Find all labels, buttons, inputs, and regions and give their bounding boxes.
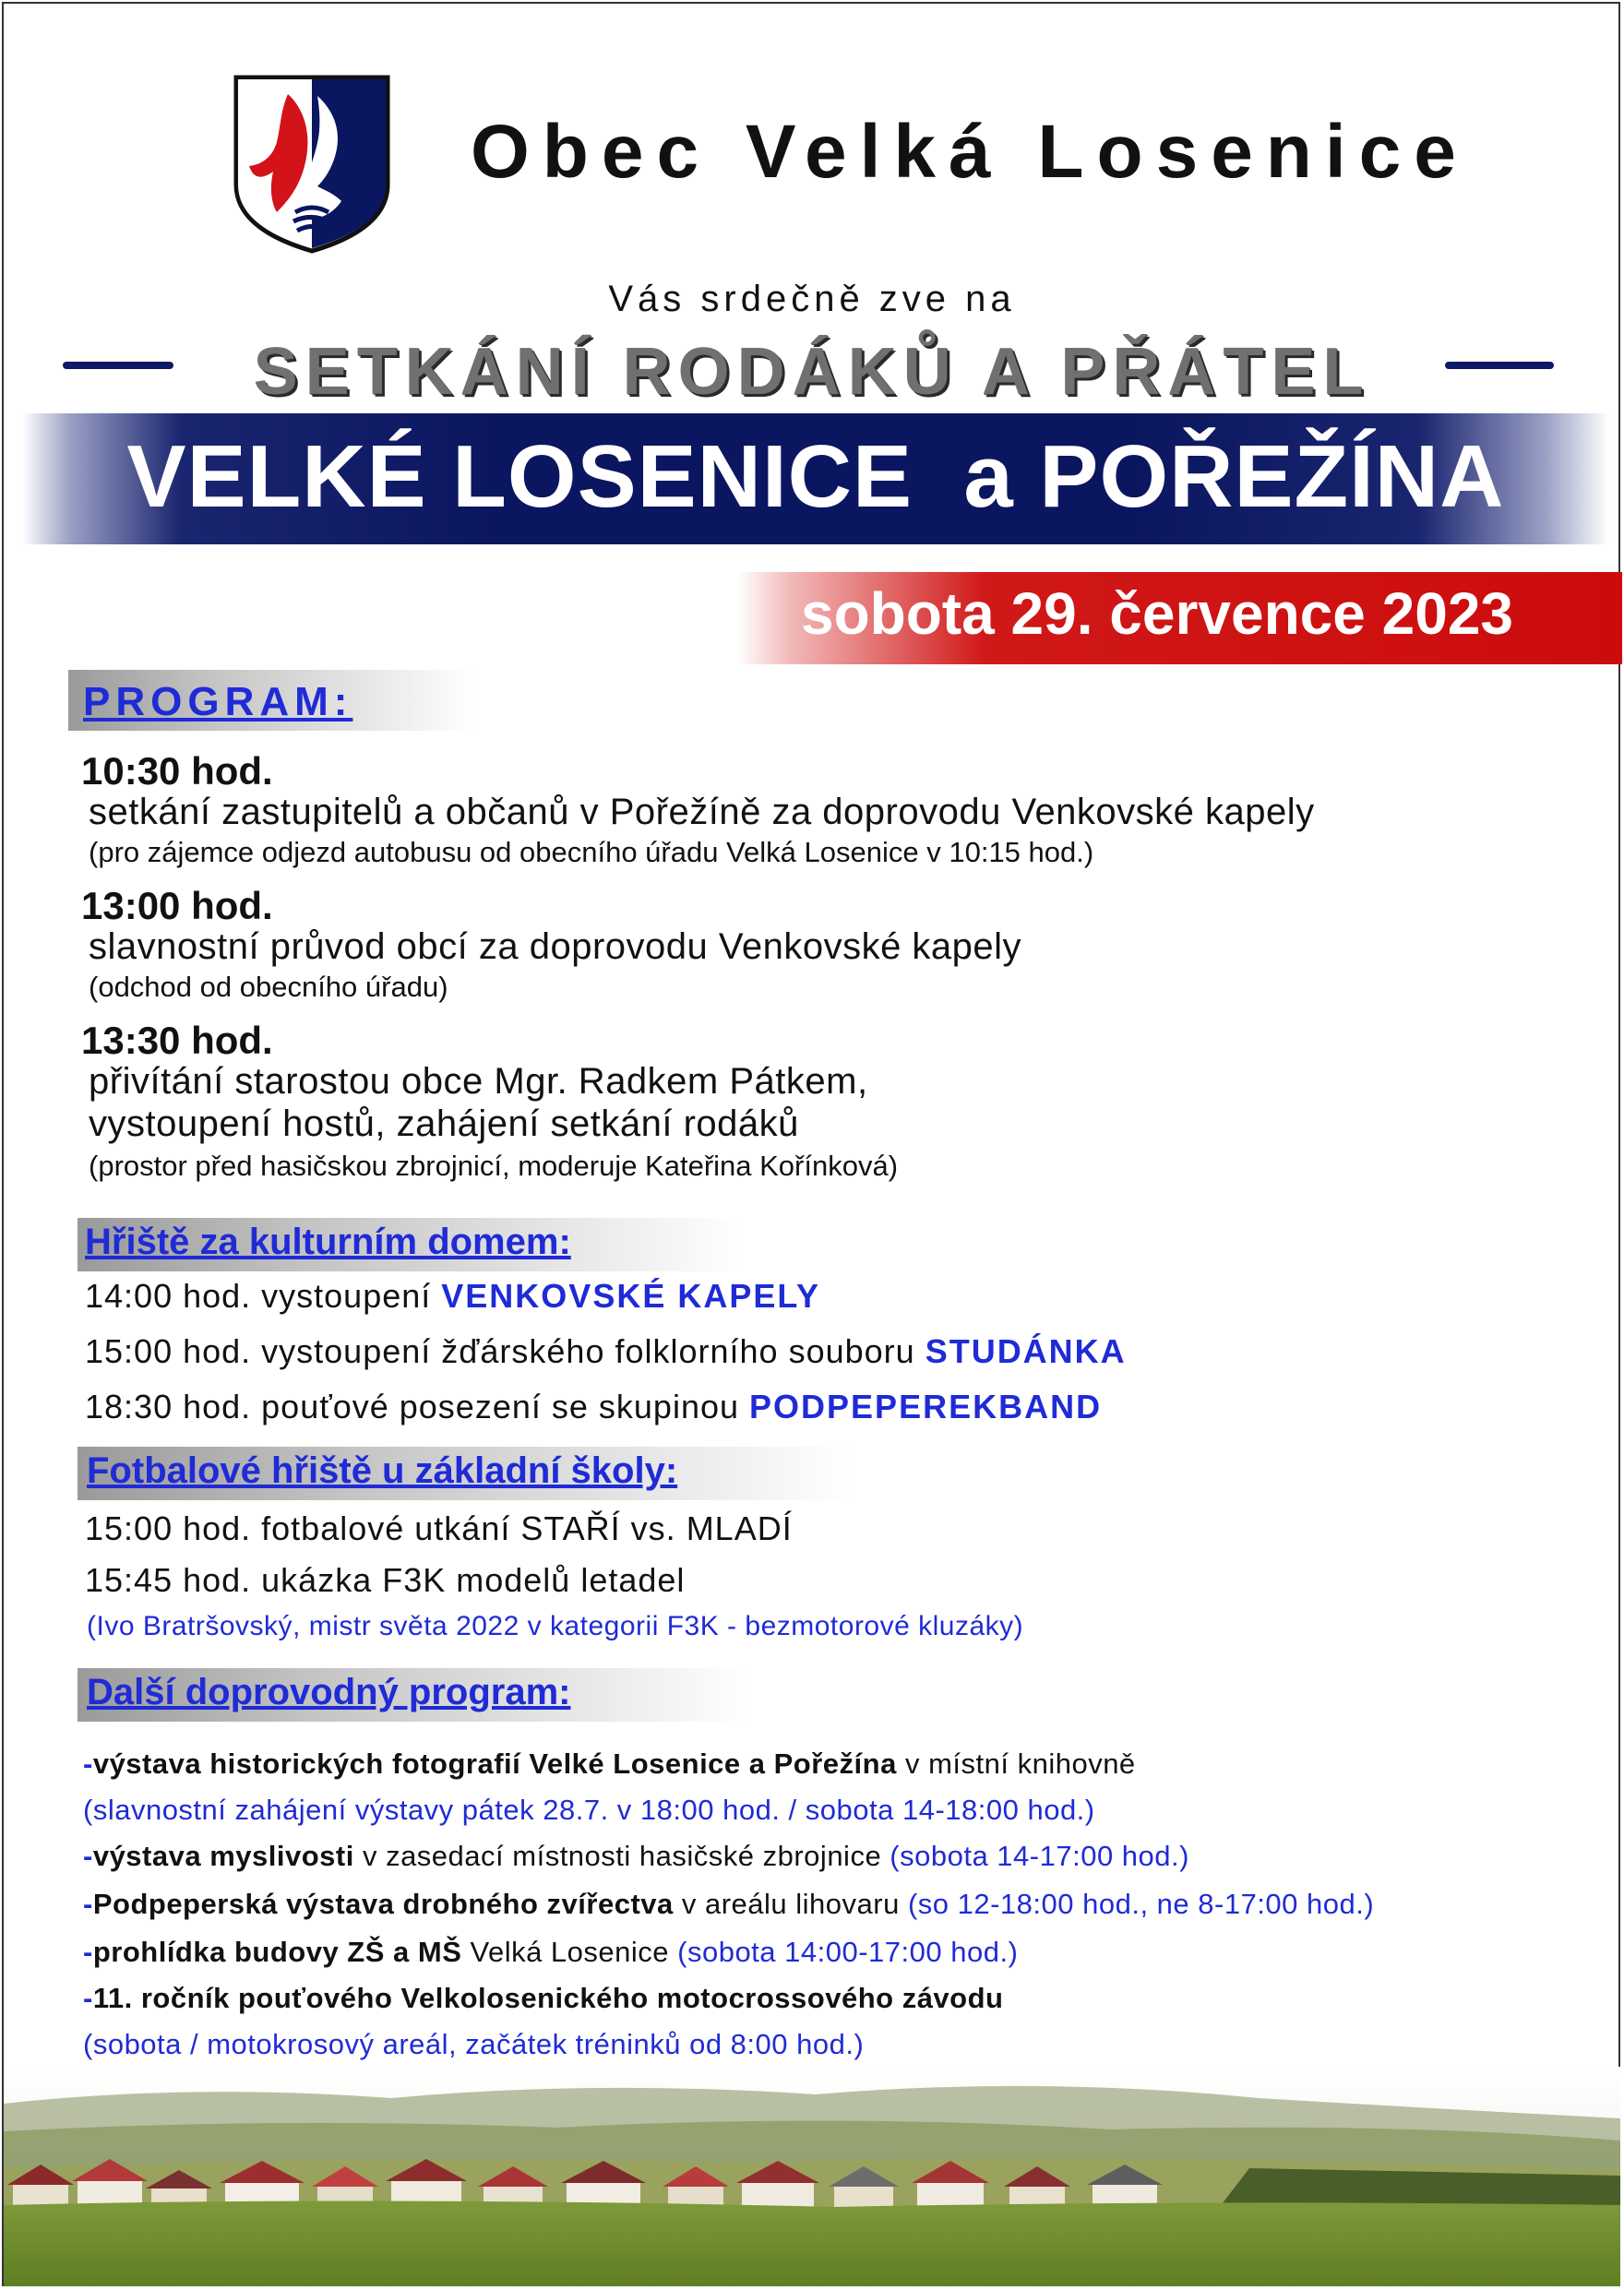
program-description: přivítání starostou obce Mgr. Radkem Pátkem, <box>89 1061 868 1102</box>
item-text: v areálu lihovaru <box>673 1888 908 1920</box>
extra-item <box>83 1794 1095 1827</box>
event-subtitle: SETKÁNÍ RODÁKŮ A PŘÁTEL <box>253 335 1371 409</box>
program-note: (odchod od obecního úřadu) <box>89 971 448 1003</box>
item-bold: výstava myslivosti <box>92 1840 354 1872</box>
item-text: 18:30 hod. pouťové posezení se skupinou <box>85 1388 750 1425</box>
invitation-text: Vás srdečně zve na <box>608 279 1016 319</box>
item-dash: - <box>83 1982 93 2014</box>
program-note: (prostor před hasičskou zbrojnicí, moderuje Kateřina Kořínková) <box>89 1150 899 1182</box>
extra-item <box>83 2028 864 2061</box>
football-item: 15:00 hod. fotbalové utkání STAŘÍ vs. MLADÍ <box>85 1509 793 1547</box>
item-note: (sobota / motokrosový areál, začátek tréninků od 8:00 hod.) <box>83 2028 865 2060</box>
item-bold: prohlídka budovy ZŠ a MŠ <box>92 1936 462 1968</box>
item-note: (so 12-18:00 hod., ne 8-17:00 hod.) <box>907 1888 1375 1920</box>
extra-item <box>83 1982 1003 2015</box>
playground-heading: Hřiště za kulturním domem: <box>85 1222 571 1262</box>
extra-item <box>83 1840 1189 1873</box>
item-text: Velká Losenice <box>461 1936 678 1968</box>
football-item: 15:45 hod. ukázka F3K modelů letadel <box>85 1561 686 1599</box>
extra-heading: Další doprovodný program: <box>87 1672 571 1712</box>
playground-item <box>85 1388 1102 1426</box>
item-highlight: PODPEPEREKBAND <box>749 1388 1103 1425</box>
item-note: (slavnostní zahájení výstavy pátek 28.7. v 18:00 hod. / sobota 14-18:00 hod.) <box>83 1794 1095 1826</box>
football-note: (Ivo Bratršovský, mistr světa 2022 v kategorii F3K - bezmotorové kluzáky) <box>87 1611 1024 1641</box>
program-time: 13:00 hod. <box>81 884 273 927</box>
program-description: vystoupení hostů, zahájení setkání rodáků <box>89 1103 799 1144</box>
program-note: (pro zájemce odjezd autobusu od obecního úřadu Velká Losenice v 10:15 hod.) <box>89 836 1094 868</box>
program-time: 10:30 hod. <box>81 749 273 793</box>
coat-of-arms-icon <box>233 74 391 255</box>
item-note: (sobota 14:00-17:00 hod.) <box>677 1936 1019 1968</box>
item-highlight: VENKOVSKÉ KAPELY <box>441 1277 821 1315</box>
item-bold: 11. ročník pouťového Velkolosenického motocrossového závodu <box>92 1982 1004 2014</box>
extra-item <box>83 1747 1136 1781</box>
extra-item <box>83 1936 1018 1969</box>
item-bold: výstava historických fotografií Velké Losenice a Pořežína <box>92 1747 897 1780</box>
item-text: 15:00 hod. vystoupení žďárského folklorního souboru <box>85 1332 925 1370</box>
program-description: setkání zastupitelů a občanů v Pořežíně za doprovodu Venkovské kapely <box>89 792 1315 832</box>
item-dash: - <box>83 1747 93 1780</box>
playground-item <box>85 1332 1127 1371</box>
item-dash: - <box>83 1888 93 1920</box>
municipality-name: Obec Velká Losenice <box>471 110 1469 194</box>
item-dash: - <box>83 1936 93 1968</box>
program-description: slavnostní průvod obcí za doprovodu Venkovské kapely <box>89 926 1022 967</box>
item-dash: - <box>83 1840 93 1872</box>
playground-item <box>85 1277 820 1316</box>
program-heading: PROGRAM: <box>83 679 353 724</box>
extra-item <box>83 1888 1374 1921</box>
event-date: sobota 29. července 2023 <box>800 580 1513 647</box>
football-heading: Fotbalové hřiště u základní školy: <box>87 1450 678 1491</box>
program-time: 13:30 hod. <box>81 1019 273 1062</box>
item-text: v místní knihovně <box>896 1747 1136 1780</box>
item-bold: Podpeperská výstava drobného zvířectva <box>92 1888 674 1920</box>
item-text: v zasedací místnosti hasičské zbrojnice <box>353 1840 890 1872</box>
villages-title: VELKÉ LOSENICE a POŘEŽÍNA <box>126 427 1505 526</box>
village-landscape-image <box>4 2067 1620 2286</box>
item-text: 14:00 hod. vystoupení <box>85 1277 442 1315</box>
item-note: (sobota 14-17:00 hod.) <box>890 1840 1189 1872</box>
item-highlight: STUDÁNKA <box>925 1332 1127 1370</box>
